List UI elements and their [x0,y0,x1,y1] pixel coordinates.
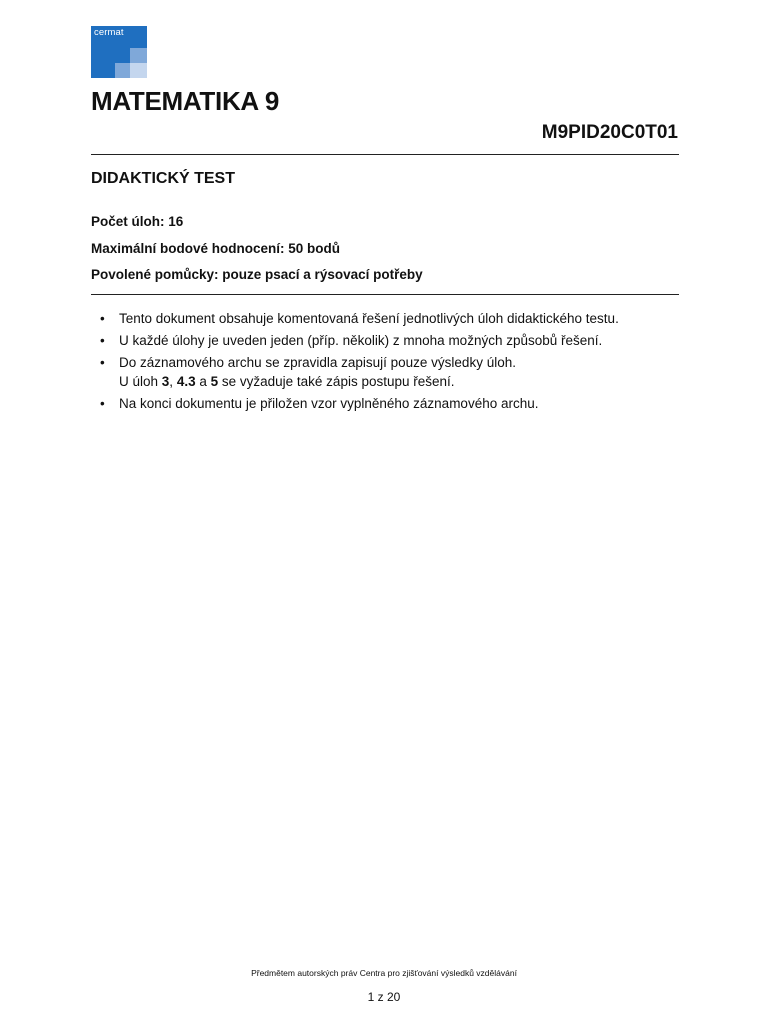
subline-sep: , [169,374,177,389]
info-divider [91,294,679,295]
instruction-item [100,309,690,328]
logo-square-mid [130,48,147,63]
instructions-list [100,309,690,416]
copyright-notice: Předmětem autorských práv Centra pro zjišťování výsledků vzdělávání [251,968,517,978]
subject-title: MATEMATIKA 9 [91,86,280,116]
instruction-subline [119,372,690,391]
header-divider [91,154,679,155]
instruction-item [100,331,690,350]
test-code: M9PID20C0T01 [541,122,678,143]
logo-wordmark: cermat [94,27,124,38]
instruction-text: Do záznamového archu se zpravidla zapisují pouze výsledky úloh. [119,355,516,370]
logo-square-light [130,63,147,78]
test-type-heading: DIDAKTICKÝ TEST [91,170,235,187]
subline-prefix: U úloh [119,374,162,389]
task-ref-3: 3 [161,374,170,389]
instruction-text: Tento dokument obsahuje komentovaná řešení jednotlivých úloh didaktického testu. [119,311,619,326]
task-count: Počet úloh: 16 [91,214,184,229]
task-ref-4-3: 4.3 [176,374,196,389]
instruction-text: U každé úlohy je uveden jeden (příp. několik) z mnoha možných způsobů řešení. [119,333,603,348]
page-number: 1 z 20 [367,990,401,1004]
bullet-icon: • [100,355,105,370]
cermat-logo [91,26,147,78]
bullet-icon: • [100,311,105,326]
task-ref-5: 5 [210,374,219,389]
bullet-icon: • [100,333,105,348]
instruction-item [100,394,690,413]
logo-square-mid-2 [115,63,130,78]
bullet-icon: • [100,396,105,411]
allowed-tools: Povolené pomůcky: pouze psací a rýsovací potřeby [91,267,423,282]
subline-suffix: se vyžaduje také zápis postupu řešení. [218,374,455,389]
instruction-item [100,353,690,391]
instruction-text: Na konci dokumentu je přiložen vzor vyplněného záznamového archu. [119,396,539,411]
subline-sep: a [195,374,211,389]
max-points: Maximální bodové hodnocení: 50 bodů [91,241,341,256]
